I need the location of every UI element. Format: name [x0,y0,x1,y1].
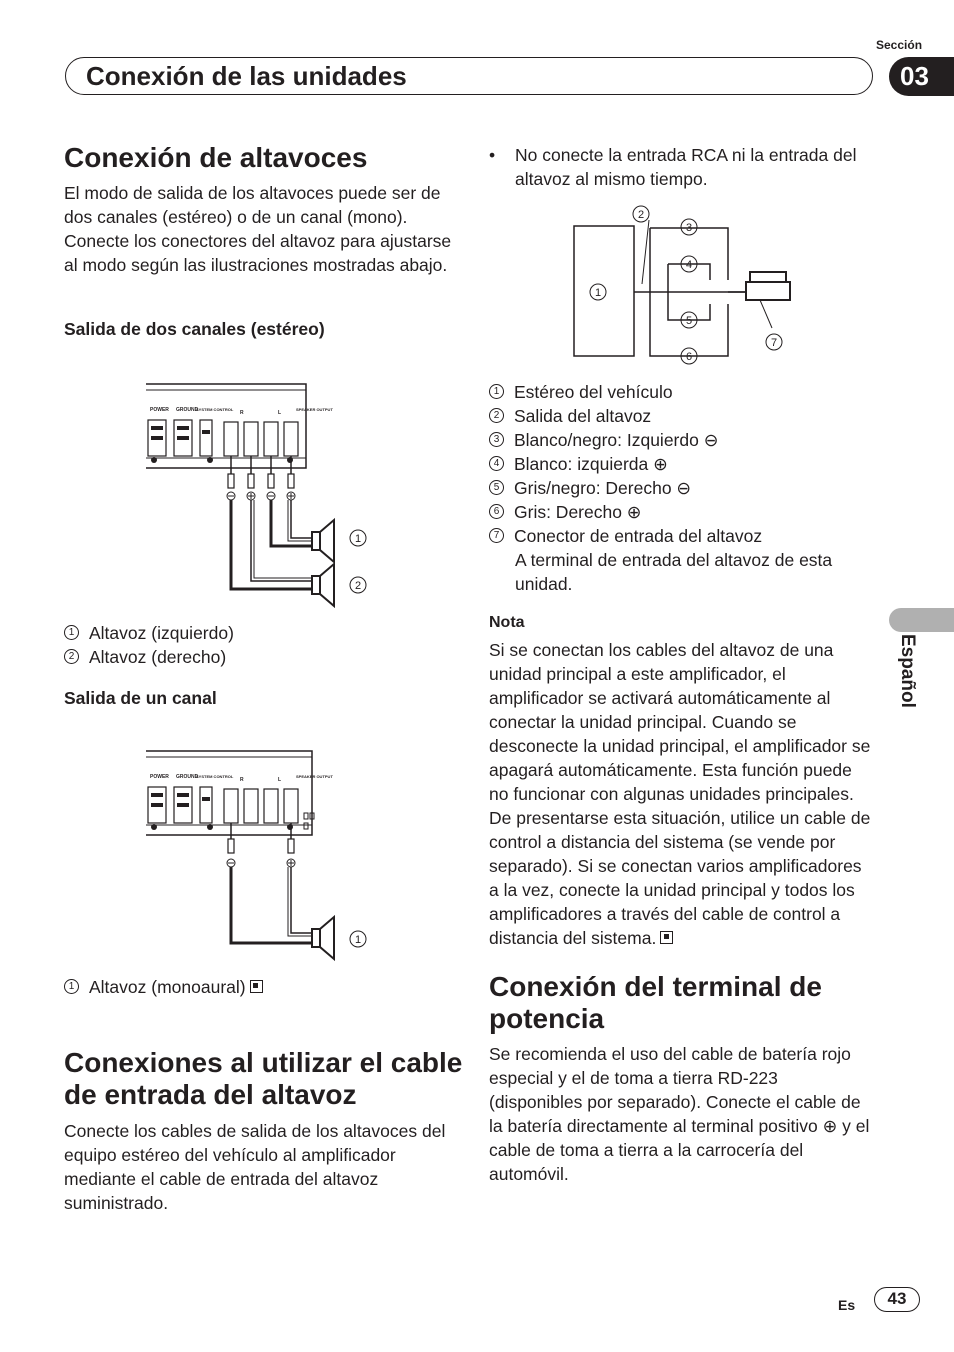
section-label: Sección [876,38,923,52]
mono-callout-1: 1 [354,934,362,946]
legend-item-2: 2 Salida del altavoz [489,404,874,428]
bullet-dot-icon: • [489,145,496,165]
car-stereo-box [574,226,634,356]
note-text: Si se conectan los cables del altavoz de una unidad principal a este amplificador, el amplificador se activará automáticamente al conectar la unidad principal. Cuando se desconecte la unidad principal, el amplificador se apagará automáticamente. Esta función puede no funcionar con algunas unidades principales. De presentarse esta situación, utilice un cable de control a distancia del sistema (se vende por separado). Si se conectan varios amplificadores a la vez, conecte la unidad principal y todos los amplificadores a través del cable de control a distancia del sistema. [489,640,871,948]
mono-wiring-diagram [140,745,380,965]
amp-ground-label: GROUND [176,407,199,413]
legend-item-5: 5 Gris/negro: Derecho ⊖ [489,476,874,500]
paragraph-power-terminal: Se recomienda el uso del cable de batería rojo especial y el de toma a tierra RD-223 (disponibles por separado). Conecte el cable de la batería directamente al terminal positivo ⊕ y el cable de toma a tierra a la carrocería del automóvil. [489,1044,870,1184]
subheading-mono: Salida de un canal [64,688,217,708]
side-language-label: Español [897,634,918,708]
mono-legend [64,975,263,999]
mono-amp-ground-label: GROUND [176,774,199,780]
legend-item-7: 7 Conector de entrada del altavoz [489,524,874,548]
legend-item-6: 6 Gris: Derecho ⊕ [489,500,874,524]
callout-5: 5 [685,315,693,327]
legend-item-7-detail: A terminal de entrada del altavoz de esta unidad. [515,550,833,594]
stereo-legend-item-1: 1 Altavoz (izquierdo) [64,621,234,645]
callout-4: 4 [685,259,693,271]
subheading-stereo: Salida de dos canales (estéreo) [64,319,325,339]
paragraph-speakers: El modo de salida de los altavoces puede ser de dos canales (estéreo) o de un canal (mono). Conecte los conectores del altavoz para ajustarse al modo según las ilustraciones mostradas abajo. [64,183,452,275]
mono-amp-speaker-label: SPEAKER OUTPUT [296,774,333,779]
mono-amp-r-label: R [240,777,244,783]
input-connector-body [746,282,790,300]
legend-item-4: 4 Blanco: izquierda ⊕ [489,452,874,476]
paragraph-speaker-cable: Conecte los cables de salida de los altavoces del equipo estéreo del vehículo al amplificador mediante el cable de entrada del altavoz suministrado. [64,1121,446,1213]
speaker-input-diagram [560,200,800,368]
heading-speaker-cable: Conexiones al utilizar el cable de entrada del altavoz [64,1047,463,1110]
heading-speakers: Conexión de altavoces [64,142,368,173]
stereo-callout-2: 2 [354,580,362,592]
diagram-legend [489,380,874,596]
callout-3: 3 [685,222,693,234]
amp-r-label: R [240,410,244,416]
stereo-callout-1: 1 [354,533,362,545]
heading-power-terminal: Conexión del terminal de potencia [489,971,822,1034]
language-tab-marker [889,608,954,632]
page-number: 43 [874,1287,920,1312]
mono-amp-system-label: SYSTEM CONTROL [196,774,234,779]
note-title: Nota [489,614,525,631]
stereo-wiring-diagram [140,378,380,608]
stereo-legend-item-2: 2 Altavoz (derecho) [64,645,234,669]
mono-amp-l-label: L [278,777,282,783]
legend-item-3: 3 Blanco/negro: Izquierdo ⊖ [489,428,874,452]
callout-7: 7 [770,337,778,349]
end-mark-icon [250,980,263,993]
amp-l-label: L [278,410,282,416]
callout-6: 6 [685,351,693,363]
amp-power-label: POWER [150,407,169,413]
end-mark-icon [660,931,673,944]
section-number-badge: 03 [889,57,954,96]
amp-system-label: SYSTEM CONTROL [196,407,234,412]
callout-1: 1 [594,287,602,299]
mono-amp-power-label: POWER [150,774,169,780]
legend-item-1: 1 Estéreo del vehículo [489,380,874,404]
bullet-rca-warning: • No conecte la entrada RCA ni la entrada del altavoz al mismo tiempo. [489,145,857,189]
stereo-legend [64,621,234,669]
footer-language: Es [838,1297,856,1313]
callout-2: 2 [637,209,645,221]
header-title: Conexión de las unidades [86,61,407,91]
amp-speaker-label: SPEAKER OUTPUT [296,407,333,412]
mono-legend-item-1: 1 Altavoz (monoaural) [64,975,263,999]
